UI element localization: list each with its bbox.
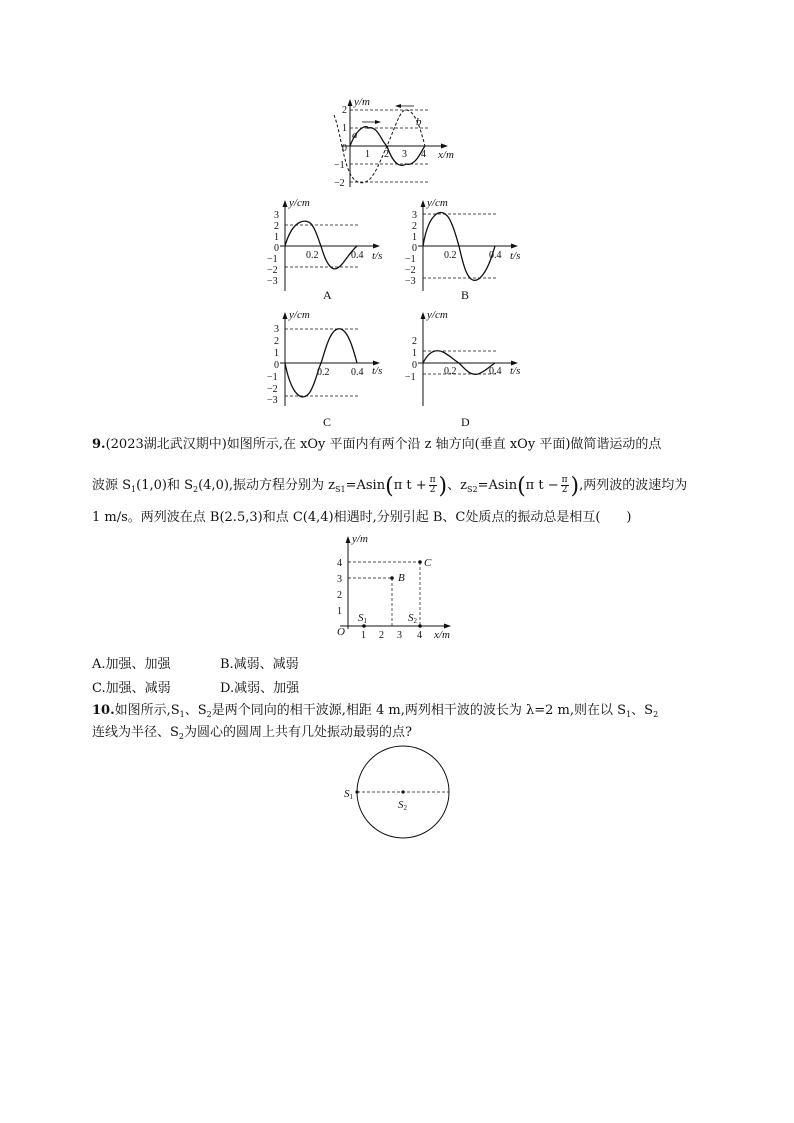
center-dot <box>401 790 404 793</box>
graph-b-x-axis-label: t/s <box>510 250 521 262</box>
fraction-den: 2 <box>561 485 568 495</box>
graph-a <box>262 196 392 302</box>
graph-a-label: A <box>323 288 332 302</box>
s2-letter: S <box>398 799 404 811</box>
graph-c-y-tick: −1 <box>267 372 278 383</box>
graph-c-y-tick: 0 <box>274 360 279 371</box>
coord-figure <box>330 532 462 644</box>
graph-d-x-axis-label: t/s <box>510 365 521 377</box>
right-arrow-icon <box>375 120 381 124</box>
q9-number: 9. <box>92 437 106 452</box>
point-b-dot <box>390 576 394 580</box>
graph-c-axes <box>280 316 376 406</box>
graph-d-y-axis-label: y/cm <box>427 309 448 321</box>
subscript: S2 <box>467 485 478 494</box>
graph-d-y-tick: −1 <box>405 372 416 383</box>
graph-b-y-tick: 1 <box>412 232 417 243</box>
graph-b-x-tick: 0.2 <box>444 250 457 261</box>
wave-y-tick: −1 <box>334 160 345 171</box>
q9-line-2 <box>92 476 687 499</box>
coord-x-axis-label: x/m <box>434 629 450 641</box>
wave-x-tick: 1 <box>365 149 370 160</box>
q10-line-1 <box>92 702 658 724</box>
graph-c <box>262 308 392 430</box>
graph-d-y-tick: 1 <box>412 348 417 359</box>
q9-text-3: 1 m/s。两列波在点 B(2.5,3)和点 C(4,4)相遇时,分别引起 B、C处质点的振动总是相互( ) <box>92 510 632 525</box>
q9-text-2e: π t + <box>393 478 427 493</box>
graph-a-axes <box>280 204 376 291</box>
q9-text-2a: 波源 S <box>92 478 132 493</box>
graph-a-y-tick: −3 <box>267 276 278 287</box>
coord-x-tick: 4 <box>417 630 422 641</box>
q9-text-2i: ,两列波的波速均为 <box>579 478 688 493</box>
subscript: 2 <box>653 710 659 719</box>
graph-c-y-tick: 3 <box>274 324 279 335</box>
q9-text-2c: (4,0),振动方程分别为 z <box>198 478 336 493</box>
graph-a-y-tick: 1 <box>274 232 279 243</box>
fraction <box>561 476 569 495</box>
graph-c-y-tick: 2 <box>274 336 279 347</box>
coord-x-tick: 1 <box>361 630 366 641</box>
graph-b-y-tick: −1 <box>405 254 416 265</box>
graph-a-y-tick: −2 <box>267 265 278 276</box>
graph-a-y-axis-label: y/cm <box>289 197 310 209</box>
source-s2-letter: S <box>408 612 414 624</box>
graph-a-y-tick: 3 <box>274 210 279 221</box>
graph-c-label: C <box>323 415 332 429</box>
fraction <box>429 476 437 495</box>
coord-origin-label: O <box>337 626 345 638</box>
graph-c-x-axis-label: t/s <box>372 365 383 377</box>
source-s2-sub: 2 <box>413 617 417 625</box>
q10-number: 10. <box>92 703 115 718</box>
graph-b-y-tick: 2 <box>412 221 417 232</box>
graph-c-x-tick: 0.2 <box>317 367 330 378</box>
wave-y-tick: 1 <box>342 123 347 134</box>
y-arrow-icon <box>346 536 351 543</box>
subscript: 1 <box>626 710 632 719</box>
left-dot <box>355 790 358 793</box>
coord-y-axis-label: y/m <box>352 533 368 545</box>
subscript: 2 <box>193 485 199 494</box>
graph-a-y-tick: 0 <box>274 243 279 254</box>
q10-line-2 <box>92 724 412 746</box>
q9-text-2f: 、z <box>447 478 467 493</box>
point-b-label: B <box>398 572 405 584</box>
q9-line-1 <box>92 436 661 454</box>
graph-d-x-tick: 0.2 <box>444 366 457 377</box>
subscript: S1 <box>335 485 346 494</box>
left-arrow-icon <box>395 104 401 108</box>
source-s2-label <box>408 612 418 625</box>
wave-y-tick: −2 <box>334 178 345 189</box>
coord-axes <box>340 540 447 629</box>
s2-sub: 2 <box>403 804 407 812</box>
wave-x-tick: 4 <box>421 149 426 160</box>
graph-b-label: B <box>461 288 470 302</box>
graph-d-axes <box>418 316 514 406</box>
subscript: 1 <box>179 710 185 719</box>
wave-b-label: b <box>416 116 422 128</box>
source-s1-sub: 1 <box>363 617 367 625</box>
fraction-num: π <box>561 475 568 485</box>
s1-letter: S <box>344 788 350 800</box>
graph-d-y-tick: 2 <box>412 336 417 347</box>
q10-text-2b: 为圆心的圆周上共有几处振动最弱的点? <box>184 725 412 740</box>
graph-d-label: D <box>461 415 470 429</box>
graph-d-y-tick: 0 <box>412 360 417 371</box>
graph-b-y-tick: −2 <box>405 265 416 276</box>
source-s1-label <box>358 612 368 625</box>
graph-c-y-axis-label: y/cm <box>289 309 310 321</box>
fraction-den: 2 <box>429 485 436 495</box>
coord-x-tick: 2 <box>379 630 384 641</box>
graph-a-x-tick: 0.2 <box>306 250 319 261</box>
graph-d-x-tick: 0.4 <box>489 366 502 377</box>
coord-y-tick: 1 <box>337 606 342 617</box>
graph-b-y-tick: 3 <box>412 210 417 221</box>
subscript: 2 <box>178 732 184 741</box>
s1-label <box>344 788 354 801</box>
q10-text-2a: 连线为半径、S <box>92 725 179 740</box>
q9-option-b: B.减弱、减弱 <box>220 657 299 672</box>
paren-close: ) <box>438 474 448 499</box>
wave-y-tick: 2 <box>342 105 347 116</box>
y-arrow-icon <box>348 99 353 106</box>
q9-text-2d: =Asin <box>345 478 386 493</box>
coord-y-tick: 3 <box>337 574 342 585</box>
x-arrow-icon <box>444 624 451 629</box>
wave-x-tick: 2 <box>384 149 389 160</box>
graph-b <box>400 196 530 302</box>
coord-x-tick: 3 <box>397 630 402 641</box>
q9-option-c: C.加强、减弱 <box>92 681 171 696</box>
wave-y-tick: 0 <box>342 143 347 154</box>
source-s2-dot <box>418 624 422 628</box>
wave-y-axis-label: y/m <box>354 96 370 108</box>
point-c-dot <box>418 560 422 564</box>
y-arrow-icon <box>283 312 288 319</box>
y-arrow-icon <box>421 312 426 319</box>
paren-close: ) <box>570 474 580 499</box>
y-arrow-icon <box>421 200 426 207</box>
q9-option-d: D.减弱、加强 <box>220 681 300 696</box>
graph-b-y-tick: 0 <box>412 243 417 254</box>
subscript: 1 <box>131 485 137 494</box>
subscript: 2 <box>206 710 212 719</box>
wave-a-label: a <box>352 129 358 141</box>
x-arrow-icon <box>373 244 380 249</box>
wave-x-tick: 3 <box>402 149 407 160</box>
q9-option-a: A.加强、加强 <box>92 657 171 672</box>
q10-text-1b: 、S <box>184 703 207 718</box>
graph-c-y-tick: 1 <box>274 348 279 359</box>
graph-a-y-tick: −1 <box>267 254 278 265</box>
q9-text-2g: =Asin <box>477 478 518 493</box>
q9-text-2b: (1,0)和 S <box>136 478 193 493</box>
wave-axes <box>342 103 445 187</box>
graph-a-x-axis-label: t/s <box>372 250 383 262</box>
graph-b-x-tick: 0.4 <box>489 250 502 261</box>
q10-text-1d: 、S <box>631 703 654 718</box>
fraction-num: π <box>429 475 436 485</box>
source-s1-letter: S <box>358 612 364 624</box>
s2-label <box>398 799 408 812</box>
graph-c-x-tick: 0.4 <box>351 367 364 378</box>
point-c-label: C <box>424 557 432 569</box>
coord-y-tick: 4 <box>337 558 342 569</box>
q9-text-2h: π t − <box>525 478 559 493</box>
q9-text-1: (2023湖北武汉期中)如图所示,在 xOy 平面内有两个沿 z 轴方向(垂直 xOy 平面)做简谐运动的点 <box>105 437 662 452</box>
q10-text-1c: 是两个同向的相干波源,相距 4 m,两列相干波的波长为 λ=2 m,则在以 S <box>211 703 627 718</box>
paren-open: ( <box>385 474 394 499</box>
q10-text-1a: 如图所示,S <box>114 703 180 718</box>
graph-b-y-axis-label: y/cm <box>427 197 448 209</box>
paren-open: ( <box>517 474 526 499</box>
circle-figure <box>340 744 460 844</box>
graph-b-y-tick: −3 <box>405 276 416 287</box>
graph-c-y-tick: −3 <box>267 395 278 406</box>
y-arrow-icon <box>283 200 288 207</box>
x-arrow-icon <box>441 144 448 149</box>
s1-sub: 1 <box>349 793 353 801</box>
x-arrow-icon <box>511 244 518 249</box>
wave-x-axis-label: x/m <box>438 149 454 161</box>
graph-a-x-tick: 0.4 <box>351 250 364 261</box>
graph-d <box>400 308 530 430</box>
coord-y-tick: 2 <box>337 590 342 601</box>
wave-figure <box>320 95 470 195</box>
graph-a-y-tick: 2 <box>274 221 279 232</box>
graph-a-curve <box>285 221 357 269</box>
q9-line-3 <box>92 509 632 527</box>
graph-c-y-tick: −2 <box>267 384 278 395</box>
